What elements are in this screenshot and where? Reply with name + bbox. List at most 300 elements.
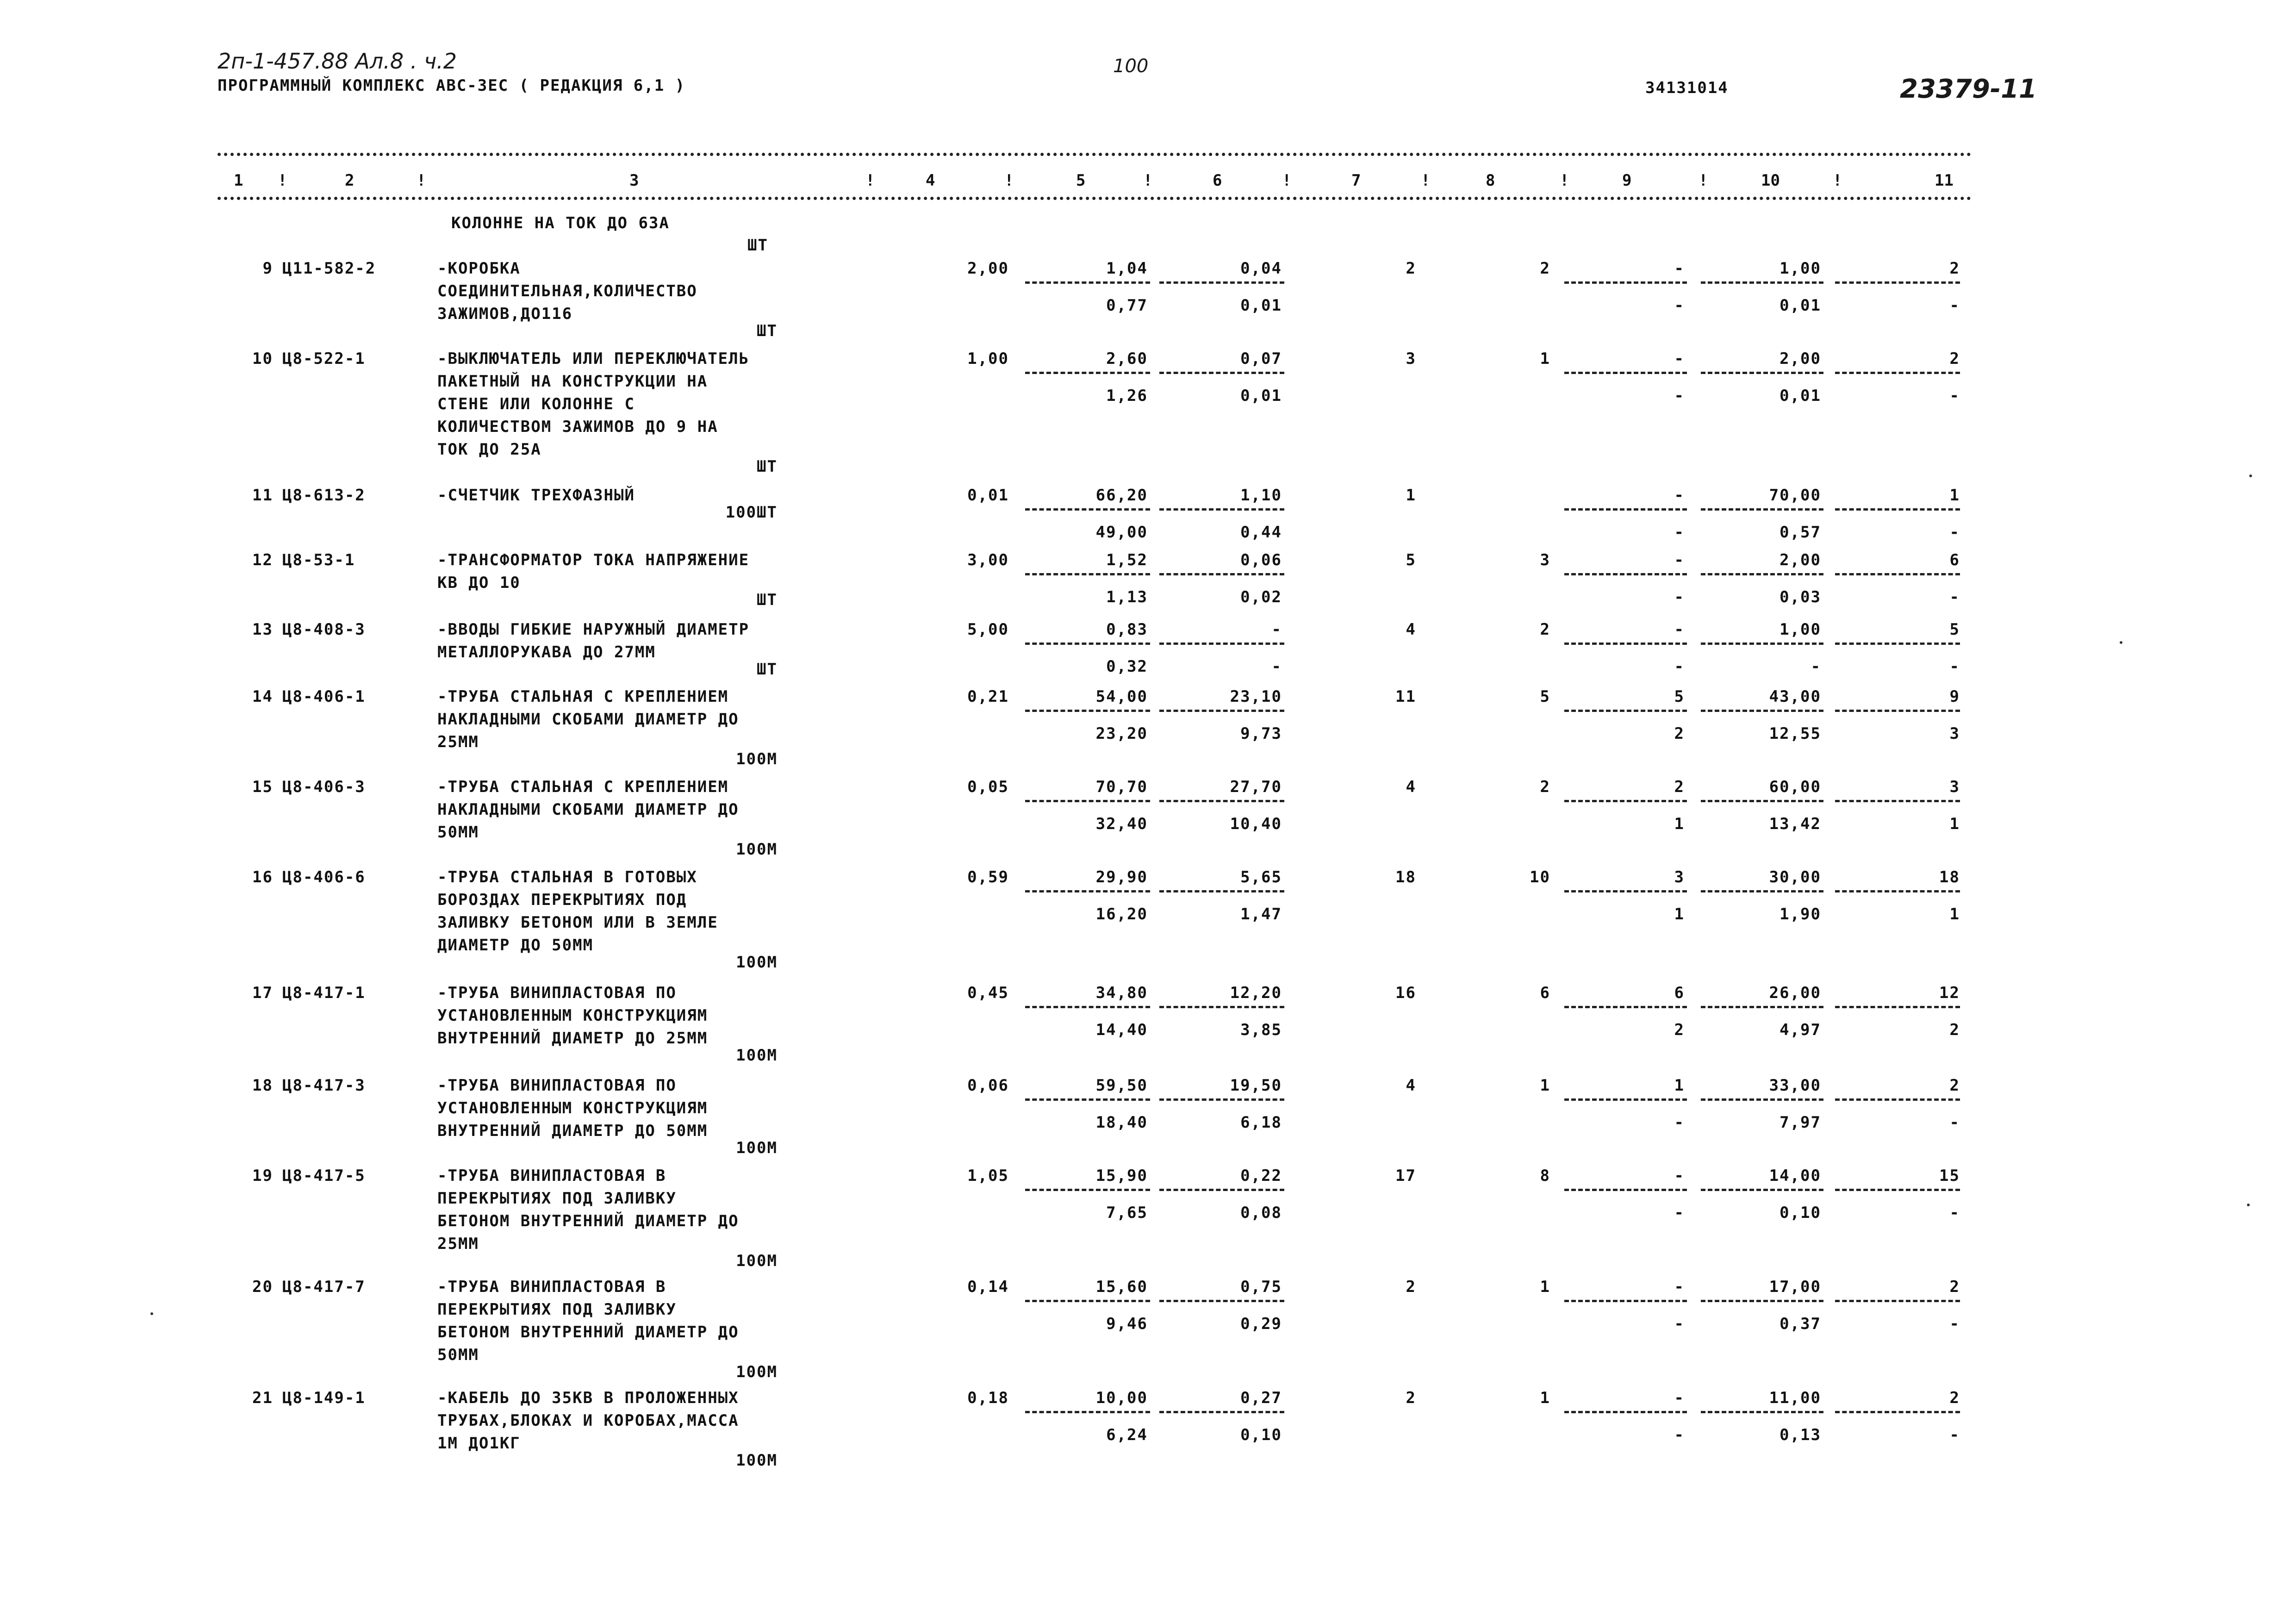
- subtotal-divider: [1835, 890, 1960, 892]
- labor-total: 18: [1939, 868, 1960, 886]
- scan-speck: [2249, 474, 2252, 477]
- column-separator: !: [1143, 171, 1153, 190]
- unit-of-measure: ШТ: [757, 591, 778, 609]
- labor-total: 2: [1949, 1389, 1960, 1407]
- subtotal-divider: [1564, 1098, 1687, 1101]
- unit-cost-wages: 6,24: [1106, 1426, 1148, 1444]
- labor-unit-machine: 0,13: [1780, 1426, 1821, 1444]
- unit-of-measure: 100М: [736, 1252, 778, 1270]
- total-wages: 1: [1540, 349, 1550, 368]
- quantity: 3,00: [967, 551, 1009, 569]
- subtotal-divider: [1701, 1411, 1823, 1413]
- labor-unit: 70,00: [1769, 486, 1821, 505]
- total-machine: 1: [1674, 1076, 1685, 1095]
- item-description: НАКЛАДНЫМИ СКОБАМИ ДИАМЕТР ДО: [437, 710, 739, 729]
- machine-cost: 0,04: [1240, 259, 1282, 278]
- labor-unit: 1,00: [1780, 259, 1821, 278]
- total-machine: 6: [1674, 984, 1685, 1002]
- column-header-10: 10: [1761, 171, 1780, 190]
- labor-total-machine: 3: [1949, 724, 1960, 743]
- total-machine-wages: 1: [1674, 815, 1685, 833]
- machine-wages: 0,01: [1240, 387, 1282, 405]
- labor-unit-machine: 12,55: [1769, 724, 1821, 743]
- item-number: 21: [252, 1389, 273, 1407]
- total-machine: -: [1674, 259, 1685, 278]
- labor-unit-machine: 0,03: [1780, 588, 1821, 606]
- quantity: 0,06: [967, 1076, 1009, 1095]
- program-line: ПРОГРАММНЫЙ КОМПЛЕКС АВС-3ЕС ( РЕДАКЦИЯ 6,1 ): [218, 76, 686, 95]
- subtotal-divider: [1701, 710, 1823, 712]
- total-wages: 5: [1540, 687, 1550, 706]
- machine-wages: 0,08: [1240, 1204, 1282, 1222]
- item-description: БЕТОНОМ ВНУТРЕННИЙ ДИАМЕТР ДО: [437, 1323, 739, 1341]
- item-description: -КАБЕЛЬ ДО 35КВ В ПРОЛОЖЕННЫХ: [437, 1389, 739, 1407]
- total-machine-wages: -: [1674, 588, 1685, 606]
- machine-wages: 1,47: [1240, 905, 1282, 923]
- unit-of-measure: ШТ: [757, 660, 778, 679]
- unit-cost-wages: 16,20: [1095, 905, 1148, 923]
- total-machine-wages: -: [1674, 1426, 1685, 1444]
- subtotal-divider: [1025, 281, 1150, 284]
- rate-code: Ц8-406-3: [282, 778, 366, 796]
- continuation-unit: ШТ: [747, 236, 768, 255]
- total-cost: 11: [1395, 687, 1416, 706]
- rate-code: Ц8-417-7: [282, 1278, 366, 1296]
- column-separator: !: [278, 171, 287, 190]
- column-separator: !: [865, 171, 875, 190]
- item-description: ТОК ДО 25А: [437, 440, 541, 459]
- subtotal-divider: [1564, 573, 1687, 575]
- rate-code: Ц8-149-1: [282, 1389, 366, 1407]
- total-cost: 18: [1395, 868, 1416, 886]
- unit-cost-total: 70,70: [1095, 778, 1148, 796]
- subtotal-divider: [1835, 372, 1960, 374]
- rate-code: Ц8-417-5: [282, 1167, 366, 1185]
- subtotal-divider: [1835, 573, 1960, 575]
- total-wages: 1: [1540, 1278, 1550, 1296]
- document-code: 2п-1-457.88 Ал.8 . ч.2: [218, 49, 457, 74]
- column-separator: !: [1560, 171, 1569, 190]
- total-cost: 1: [1406, 486, 1416, 505]
- subtotal-divider: [1159, 1300, 1284, 1302]
- total-machine: 5: [1674, 687, 1685, 706]
- labor-unit-machine: 0,01: [1780, 296, 1821, 315]
- total-cost: 2: [1406, 1278, 1416, 1296]
- subtotal-divider: [1025, 573, 1150, 575]
- item-description: -ТРУБА ВИНИПЛАСТОВАЯ В: [437, 1167, 666, 1185]
- labor-unit-machine: 0,57: [1780, 523, 1821, 542]
- unit-cost-total: 59,50: [1095, 1076, 1148, 1095]
- labor-total: 6: [1949, 551, 1960, 569]
- column-header-3: 3: [629, 171, 639, 190]
- item-description: -ТРУБА СТАЛЬНАЯ С КРЕПЛЕНИЕМ: [437, 687, 729, 706]
- subtotal-divider: [1564, 710, 1687, 712]
- total-wages: 6: [1540, 984, 1550, 1002]
- labor-unit-machine: 4,97: [1780, 1021, 1821, 1039]
- labor-unit-machine: 13,42: [1769, 815, 1821, 833]
- labor-total-machine: -: [1949, 523, 1960, 542]
- total-machine-wages: -: [1674, 1204, 1685, 1222]
- quantity: 0,14: [967, 1278, 1009, 1296]
- unit-of-measure: ШТ: [757, 457, 778, 476]
- unit-cost-wages: 14,40: [1095, 1021, 1148, 1039]
- subtotal-divider: [1564, 1411, 1687, 1413]
- column-header-11: 11: [1935, 171, 1954, 190]
- item-description: МЕТАЛЛОРУКАВА ДО 27ММ: [437, 643, 656, 661]
- quantity: 0,05: [967, 778, 1009, 796]
- labor-unit-machine: 0,10: [1780, 1204, 1821, 1222]
- labor-total: 15: [1939, 1167, 1960, 1185]
- quantity: 0,01: [967, 486, 1009, 505]
- total-machine: -: [1674, 1278, 1685, 1296]
- subtotal-divider: [1701, 508, 1823, 511]
- subtotal-divider: [1564, 1006, 1687, 1008]
- item-description: -КОРОБКА: [437, 259, 521, 278]
- quantity: 5,00: [967, 620, 1009, 639]
- labor-total-machine: -: [1949, 1204, 1960, 1222]
- unit-cost-wages: 18,40: [1095, 1113, 1148, 1132]
- column-separator: !: [1421, 171, 1431, 190]
- machine-wages: 0,44: [1240, 523, 1282, 542]
- subtotal-divider: [1701, 1006, 1823, 1008]
- total-machine-wages: 1: [1674, 905, 1685, 923]
- machine-cost: 5,65: [1240, 868, 1282, 886]
- item-description: ВНУТРЕННИЙ ДИАМЕТР ДО 50ММ: [437, 1122, 708, 1140]
- subtotal-divider: [1835, 800, 1960, 802]
- subtotal-divider: [1701, 800, 1823, 802]
- subtotal-divider: [1564, 890, 1687, 892]
- machine-wages: 0,02: [1240, 588, 1282, 606]
- subtotal-divider: [1701, 573, 1823, 575]
- subtotal-divider: [1564, 372, 1687, 374]
- sheet-reference: 23379-11: [1900, 74, 2037, 104]
- table-header-rule: [218, 197, 1972, 200]
- machine-wages: 3,85: [1240, 1021, 1282, 1039]
- labor-unit: 2,00: [1780, 551, 1821, 569]
- subtotal-divider: [1025, 710, 1150, 712]
- total-cost: 4: [1406, 1076, 1416, 1095]
- item-description: 25ММ: [437, 1235, 479, 1253]
- machine-cost: 23,10: [1230, 687, 1282, 706]
- item-description: -ТРУБА ВИНИПЛАСТОВАЯ ПО: [437, 1076, 677, 1095]
- item-number: 16: [252, 868, 273, 886]
- subtotal-divider: [1159, 1006, 1284, 1008]
- scan-speck: [2120, 641, 2122, 644]
- unit-cost-total: 0,83: [1106, 620, 1148, 639]
- total-cost: 2: [1406, 1389, 1416, 1407]
- scan-speck: [150, 1312, 153, 1315]
- unit-cost-wages: 1,26: [1106, 387, 1148, 405]
- labor-unit: 17,00: [1769, 1278, 1821, 1296]
- labor-total-machine: 1: [1949, 815, 1960, 833]
- labor-unit: 2,00: [1780, 349, 1821, 368]
- subtotal-divider: [1025, 1189, 1150, 1191]
- machine-wages: -: [1271, 657, 1282, 676]
- labor-unit-machine: -: [1811, 657, 1821, 676]
- item-description: -ТРАНСФОРМАТОР ТОКА НАПРЯЖЕНИЕ: [437, 551, 750, 569]
- subtotal-divider: [1159, 1189, 1284, 1191]
- unit-of-measure: ШТ: [757, 322, 778, 340]
- machine-wages: 10,40: [1230, 815, 1282, 833]
- labor-total: 5: [1949, 620, 1960, 639]
- subtotal-divider: [1564, 800, 1687, 802]
- labor-total-machine: -: [1949, 588, 1960, 606]
- unit-of-measure: 100ШТ: [725, 503, 778, 522]
- item-description: СОЕДИНИТЕЛЬНАЯ,КОЛИЧЕСТВО: [437, 282, 697, 300]
- subtotal-divider: [1025, 800, 1150, 802]
- subtotal-divider: [1835, 1189, 1960, 1191]
- unit-cost-total: 66,20: [1095, 486, 1148, 505]
- item-description: ПЕРЕКРЫТИЯХ ПОД ЗАЛИВКУ: [437, 1300, 677, 1319]
- subtotal-divider: [1564, 643, 1687, 645]
- quantity: 2,00: [967, 259, 1009, 278]
- unit-cost-wages: 9,46: [1106, 1315, 1148, 1333]
- column-header-8: 8: [1486, 171, 1495, 190]
- total-wages: 1: [1540, 1389, 1550, 1407]
- subtotal-divider: [1701, 281, 1823, 284]
- labor-unit-machine: 0,01: [1780, 387, 1821, 405]
- total-wages: 10: [1530, 868, 1550, 886]
- item-description: 50ММ: [437, 823, 479, 842]
- unit-cost-total: 34,80: [1095, 984, 1148, 1002]
- item-number: 10: [252, 349, 273, 368]
- labor-unit: 33,00: [1769, 1076, 1821, 1095]
- total-machine-wages: -: [1674, 387, 1685, 405]
- quantity: 0,21: [967, 687, 1009, 706]
- total-cost: 16: [1395, 984, 1416, 1002]
- rate-code: Ц8-406-1: [282, 687, 366, 706]
- subtotal-divider: [1835, 710, 1960, 712]
- labor-total-machine: -: [1949, 1315, 1960, 1333]
- labor-total-machine: -: [1949, 296, 1960, 315]
- total-machine-wages: -: [1674, 1113, 1685, 1132]
- subtotal-divider: [1835, 508, 1960, 511]
- item-number: 20: [252, 1278, 273, 1296]
- unit-cost-total: 10,00: [1095, 1389, 1148, 1407]
- labor-total-machine: 1: [1949, 905, 1960, 923]
- machine-cost: -: [1271, 620, 1282, 639]
- total-machine: -: [1674, 551, 1685, 569]
- column-header-6: 6: [1213, 171, 1222, 190]
- item-description: ЗАЖИМОВ,ДО116: [437, 305, 573, 323]
- subtotal-divider: [1159, 890, 1284, 892]
- total-cost: 2: [1406, 259, 1416, 278]
- item-description: ЗАЛИВКУ БЕТОНОМ ИЛИ В ЗЕМЛЕ: [437, 913, 718, 932]
- column-header-5: 5: [1076, 171, 1086, 190]
- subtotal-divider: [1025, 1300, 1150, 1302]
- total-cost: 3: [1406, 349, 1416, 368]
- column-header-9: 9: [1622, 171, 1632, 190]
- item-number: 9: [262, 259, 273, 278]
- labor-total-machine: 2: [1949, 1021, 1960, 1039]
- unit-cost-total: 15,60: [1095, 1278, 1148, 1296]
- item-number: 13: [252, 620, 273, 639]
- subtotal-divider: [1701, 1189, 1823, 1191]
- labor-total: 2: [1949, 1076, 1960, 1095]
- subtotal-divider: [1564, 1189, 1687, 1191]
- labor-total: 9: [1949, 687, 1960, 706]
- item-description: 50ММ: [437, 1346, 479, 1364]
- subtotal-divider: [1025, 890, 1150, 892]
- unit-cost-total: 29,90: [1095, 868, 1148, 886]
- total-machine: -: [1674, 1167, 1685, 1185]
- total-machine: -: [1674, 1389, 1685, 1407]
- subtotal-divider: [1159, 573, 1284, 575]
- table-top-rule: [218, 153, 1972, 156]
- item-description: -ТРУБА ВИНИПЛАСТОВАЯ В: [437, 1278, 666, 1296]
- total-machine-wages: -: [1674, 657, 1685, 676]
- unit-of-measure: 100М: [736, 1139, 778, 1157]
- subtotal-divider: [1701, 890, 1823, 892]
- subtotal-divider: [1701, 1098, 1823, 1101]
- item-number: 19: [252, 1167, 273, 1185]
- column-separator: !: [1282, 171, 1292, 190]
- unit-cost-wages: 49,00: [1095, 523, 1148, 542]
- item-description: 1М ДО1КГ: [437, 1434, 521, 1453]
- total-machine: -: [1674, 349, 1685, 368]
- item-description: КВ ДО 10: [437, 574, 521, 592]
- column-header-7: 7: [1351, 171, 1361, 190]
- machine-cost: 0,06: [1240, 551, 1282, 569]
- machine-wages: 0,10: [1240, 1426, 1282, 1444]
- unit-cost-wages: 7,65: [1106, 1204, 1148, 1222]
- total-machine-wages: 2: [1674, 724, 1685, 743]
- item-description: -ТРУБА ВИНИПЛАСТОВАЯ ПО: [437, 984, 677, 1002]
- unit-cost-total: 2,60: [1106, 349, 1148, 368]
- unit-of-measure: 100М: [736, 953, 778, 972]
- labor-total-machine: -: [1949, 1113, 1960, 1132]
- total-wages: 8: [1540, 1167, 1550, 1185]
- item-description: НАКЛАДНЫМИ СКОБАМИ ДИАМЕТР ДО: [437, 800, 739, 819]
- subtotal-divider: [1025, 1098, 1150, 1101]
- subtotal-divider: [1835, 1411, 1960, 1413]
- labor-unit: 26,00: [1769, 984, 1821, 1002]
- labor-unit: 11,00: [1769, 1389, 1821, 1407]
- labor-total-machine: -: [1949, 1426, 1960, 1444]
- rate-code: Ц8-53-1: [282, 551, 355, 569]
- unit-cost-total: 54,00: [1095, 687, 1148, 706]
- machine-wages: 6,18: [1240, 1113, 1282, 1132]
- machine-cost: 0,75: [1240, 1278, 1282, 1296]
- subtotal-divider: [1564, 1300, 1687, 1302]
- machine-cost: 0,27: [1240, 1389, 1282, 1407]
- subtotal-divider: [1701, 1300, 1823, 1302]
- subtotal-divider: [1159, 281, 1284, 284]
- unit-cost-total: 15,90: [1095, 1167, 1148, 1185]
- quantity: 1,00: [967, 349, 1009, 368]
- labor-total: 2: [1949, 1278, 1960, 1296]
- unit-cost-total: 1,04: [1106, 259, 1148, 278]
- item-number: 14: [252, 687, 273, 706]
- labor-total: 1: [1949, 486, 1960, 505]
- machine-wages: 0,29: [1240, 1315, 1282, 1333]
- machine-wages: 0,01: [1240, 296, 1282, 315]
- total-machine-wages: -: [1674, 296, 1685, 315]
- unit-of-measure: 100М: [736, 1363, 778, 1381]
- subtotal-divider: [1564, 281, 1687, 284]
- total-machine-wages: -: [1674, 1315, 1685, 1333]
- total-machine: -: [1674, 486, 1685, 505]
- labor-total-machine: -: [1949, 387, 1960, 405]
- unit-of-measure: 100М: [736, 750, 778, 768]
- column-header-1: 1: [234, 171, 243, 190]
- unit-cost-wages: 23,20: [1095, 724, 1148, 743]
- unit-cost-wages: 32,40: [1095, 815, 1148, 833]
- labor-unit-machine: 7,97: [1780, 1113, 1821, 1132]
- subtotal-divider: [1025, 508, 1150, 511]
- total-wages: 2: [1540, 620, 1550, 639]
- total-wages: 2: [1540, 259, 1550, 278]
- total-machine: -: [1674, 620, 1685, 639]
- subtotal-divider: [1159, 710, 1284, 712]
- labor-total: 3: [1949, 778, 1960, 796]
- document-number: 34131014: [1645, 79, 1729, 97]
- total-machine: 3: [1674, 868, 1685, 886]
- item-description: БОРОЗДАХ ПЕРЕКРЫТИЯХ ПОД: [437, 891, 687, 909]
- subtotal-divider: [1025, 372, 1150, 374]
- labor-total: 2: [1949, 259, 1960, 278]
- rate-code: Ц8-417-1: [282, 984, 366, 1002]
- item-number: 18: [252, 1076, 273, 1095]
- item-description: ТРУБАХ,БЛОКАХ И КОРОБАХ,МАССА: [437, 1411, 739, 1430]
- machine-wages: 9,73: [1240, 724, 1282, 743]
- labor-unit: 30,00: [1769, 868, 1821, 886]
- subtotal-divider: [1025, 1411, 1150, 1413]
- labor-total: 2: [1949, 349, 1960, 368]
- subtotal-divider: [1835, 1006, 1960, 1008]
- rate-code: Ц8-417-3: [282, 1076, 366, 1095]
- column-header-4: 4: [926, 171, 935, 190]
- subtotal-divider: [1159, 372, 1284, 374]
- total-cost: 4: [1406, 620, 1416, 639]
- column-header-2: 2: [345, 171, 355, 190]
- item-number: 11: [252, 486, 273, 505]
- unit-cost-wages: 0,77: [1106, 296, 1148, 315]
- total-machine-wages: -: [1674, 523, 1685, 542]
- labor-unit: 1,00: [1780, 620, 1821, 639]
- item-description: УСТАНОВЛЕННЫМ КОНСТРУКЦИЯМ: [437, 1099, 708, 1117]
- item-description: УСТАНОВЛЕННЫМ КОНСТРУКЦИЯМ: [437, 1006, 708, 1025]
- column-separator: !: [1833, 171, 1842, 190]
- item-description: СТЕНЕ ИЛИ КОЛОННЕ С: [437, 395, 635, 413]
- labor-unit: 60,00: [1769, 778, 1821, 796]
- quantity: 1,05: [967, 1167, 1009, 1185]
- unit-of-measure: 100М: [736, 840, 778, 859]
- subtotal-divider: [1564, 508, 1687, 511]
- unit-cost-total: 1,52: [1106, 551, 1148, 569]
- machine-cost: 0,07: [1240, 349, 1282, 368]
- subtotal-divider: [1159, 1098, 1284, 1101]
- item-description: -ТРУБА СТАЛЬНАЯ В ГОТОВЫХ: [437, 868, 697, 886]
- item-description: КОЛИЧЕСТВОМ ЗАЖИМОВ ДО 9 НА: [437, 418, 718, 436]
- subtotal-divider: [1159, 508, 1284, 511]
- machine-cost: 19,50: [1230, 1076, 1282, 1095]
- subtotal-divider: [1701, 643, 1823, 645]
- item-description: -ВВОДЫ ГИБКИЕ НАРУЖНЫЙ ДИАМЕТР: [437, 620, 750, 639]
- total-cost: 5: [1406, 551, 1416, 569]
- scan-speck: [2247, 1204, 2250, 1206]
- item-description: ВНУТРЕННИЙ ДИАМЕТР ДО 25ММ: [437, 1029, 708, 1048]
- total-machine: 2: [1674, 778, 1685, 796]
- subtotal-divider: [1835, 1300, 1960, 1302]
- subtotal-divider: [1701, 372, 1823, 374]
- page-number: 100: [1113, 56, 1149, 77]
- machine-cost: 27,70: [1230, 778, 1282, 796]
- rate-code: Ц8-522-1: [282, 349, 366, 368]
- machine-cost: 0,22: [1240, 1167, 1282, 1185]
- item-description: -ТРУБА СТАЛЬНАЯ С КРЕПЛЕНИЕМ: [437, 778, 729, 796]
- column-separator: !: [417, 171, 426, 190]
